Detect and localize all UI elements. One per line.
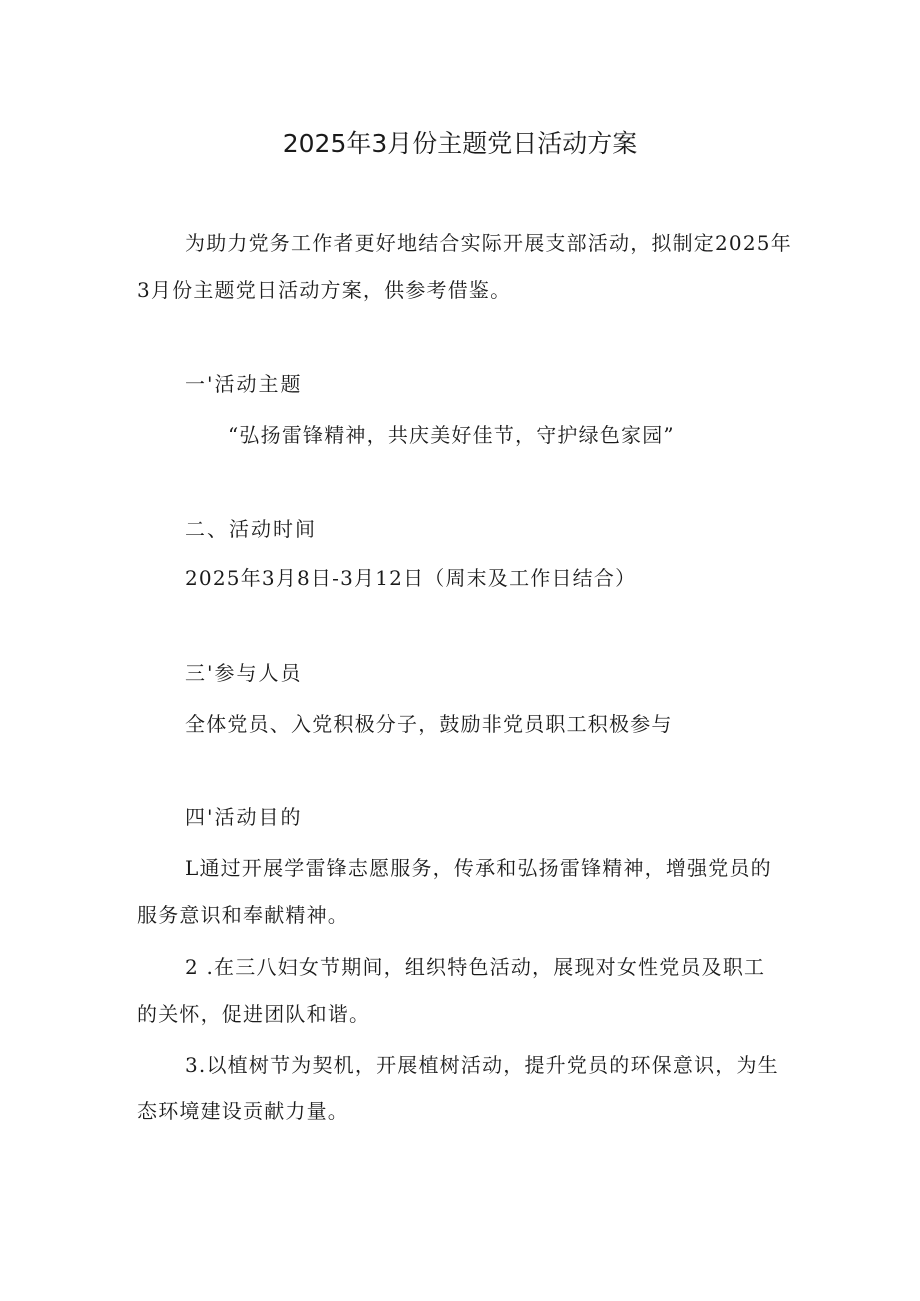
- purpose-line-5: 3.以植树节为契机，开展植树活动，提升党员的环保意识，为生: [185, 1053, 779, 1077]
- theme-slogan: “弘扬雷锋精神，共庆美好佳节，守护绿色家园”: [228, 423, 675, 447]
- section-heading-purpose: 四'活动目的: [185, 805, 303, 829]
- purpose-line-6: 态环境建设贡献力量。: [137, 1099, 349, 1123]
- activity-time: 2025年3月8日-3月12日（周末及工作日结合）: [185, 566, 637, 590]
- section-heading-participants: 三'参与人员: [185, 661, 303, 685]
- section-heading-theme: 一'活动主题: [185, 372, 303, 396]
- intro-line-2: 3月份主题党日活动方案，供参考借鉴。: [137, 278, 512, 302]
- document-title: 2025年3月份主题党日活动方案: [282, 129, 638, 158]
- purpose-line-1: L通过开展学雷锋志愿服务，传承和弘扬雷锋精神，增强党员的: [185, 856, 772, 880]
- intro-line-1: 为助力党务工作者更好地结合实际开展支部活动，拟制定2025年: [185, 231, 792, 255]
- section-heading-time: 二、活动时间: [185, 517, 317, 541]
- purpose-line-3: 2 .在三八妇女节期间，组织特色活动，展现对女性党员及职工: [185, 955, 766, 979]
- participants-text: 全体党员、入党积极分子，鼓励非党员职工积极参与: [185, 712, 673, 736]
- purpose-line-4: 的关怀，促进团队和谐。: [137, 1002, 371, 1026]
- purpose-line-2: 服务意识和奉献精神。: [137, 903, 349, 927]
